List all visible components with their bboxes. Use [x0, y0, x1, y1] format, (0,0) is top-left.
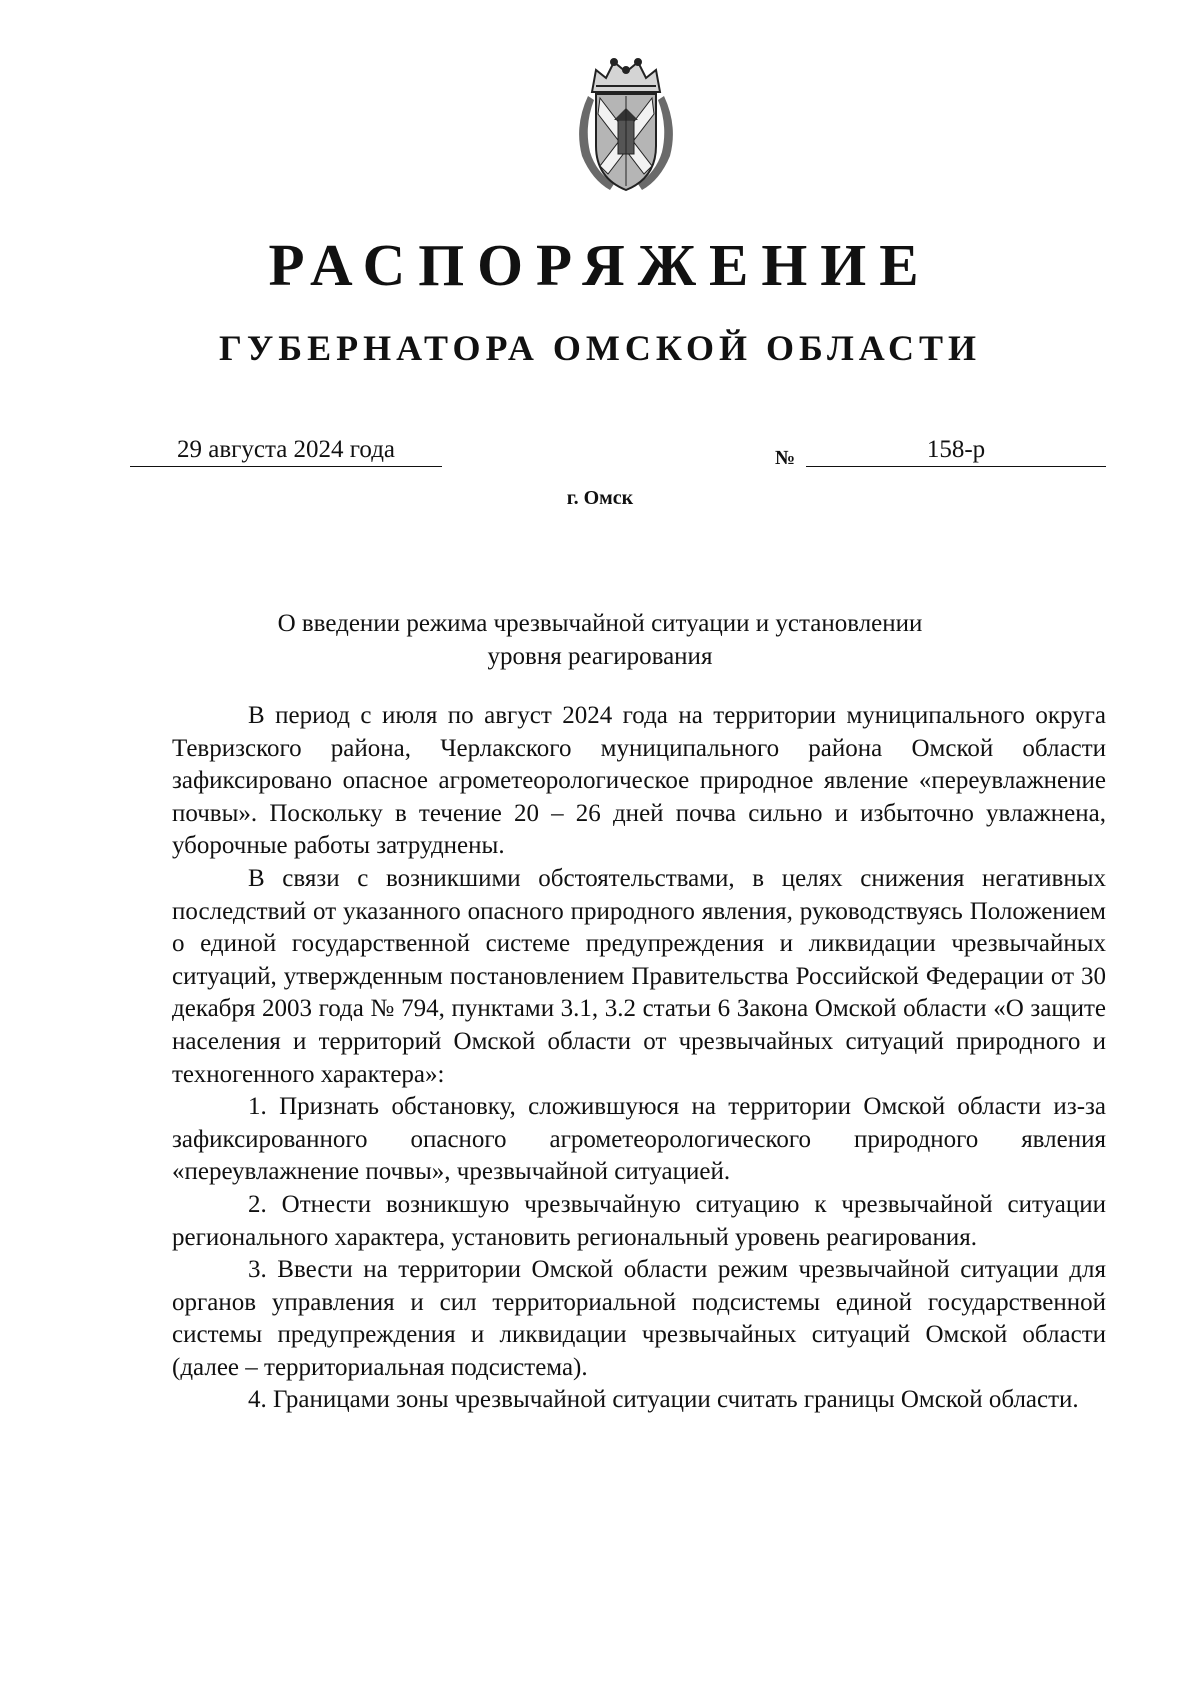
subject-line-1: О введении режима чрезвычайной ситуации и установлении	[277, 610, 923, 637]
paragraph-item-1: 1. Признать обстановку, сложившуюся на территории Омской области из-за зафиксированного опасного агрометеорологического природного явления «переувлажнение почвы», чрезвычайной ситуацией.	[172, 1093, 1106, 1186]
document-title: РАСПОРЯЖЕНИЕ	[268, 232, 932, 298]
document-date: 29 августа 2024 года	[130, 434, 442, 467]
document-subtitle: ГУБЕРНАТОРА ОМСКОЙ ОБЛАСТИ	[218, 328, 982, 368]
omsk-coat-of-arms-emblem	[570, 56, 682, 196]
paragraph-item-2: 2. Отнести возникшую чрезвычайную ситуацию к чрезвычайной ситуации регионального характера, установить региональный уровень реагирования.	[172, 1190, 1106, 1251]
subject-line-2: уровня реагирования	[487, 643, 713, 670]
paragraph-item-4: 4. Границами зоны чрезвычайной ситуации считать границы Омской области.	[248, 1386, 1079, 1414]
paragraph-basis: В связи с возникшими обстоятельствами, в целях снижения негативных последствий от указанного опасного природного явления, руководствуясь Положением о единой государственной системе предупреждения и ликвидации чрезвычайных ситуаций, утвержденным постановлением Правительства Российской Федерации от 30 декабря 2003 года № 794, пунктами 3.1, 3.2 статьи 6 Закона Омской области «О защите населения и территорий Омской области от чрезвычайных ситуаций природного и техногенного характера»:	[172, 864, 1106, 1088]
document-city: г. Омск	[566, 487, 634, 509]
document-body	[172, 700, 1106, 1417]
document-number: 158-р	[806, 434, 1106, 467]
paragraph-item-3: 3. Ввести на территории Омской области режим чрезвычайной ситуации для органов управления и сил территориальной подсистемы единой государственной системы предупреждения и ликвидации чрезвычайных ситуаций Омской области (далее – территориальная подсистема).	[172, 1256, 1106, 1381]
paragraph-intro: В период с июля по август 2024 года на территории муниципального округа Тевризского района, Черлакского муниципального района Омской области зафиксировано опасное агрометеорологическое природное явление «переувлажнение почвы». Поскольку в течение 20 – 26 дней почва сильно и избыточно увлажнена, уборочные работы затруднены.	[172, 702, 1106, 860]
document-subject	[240, 607, 960, 673]
number-sign: №	[775, 447, 796, 469]
